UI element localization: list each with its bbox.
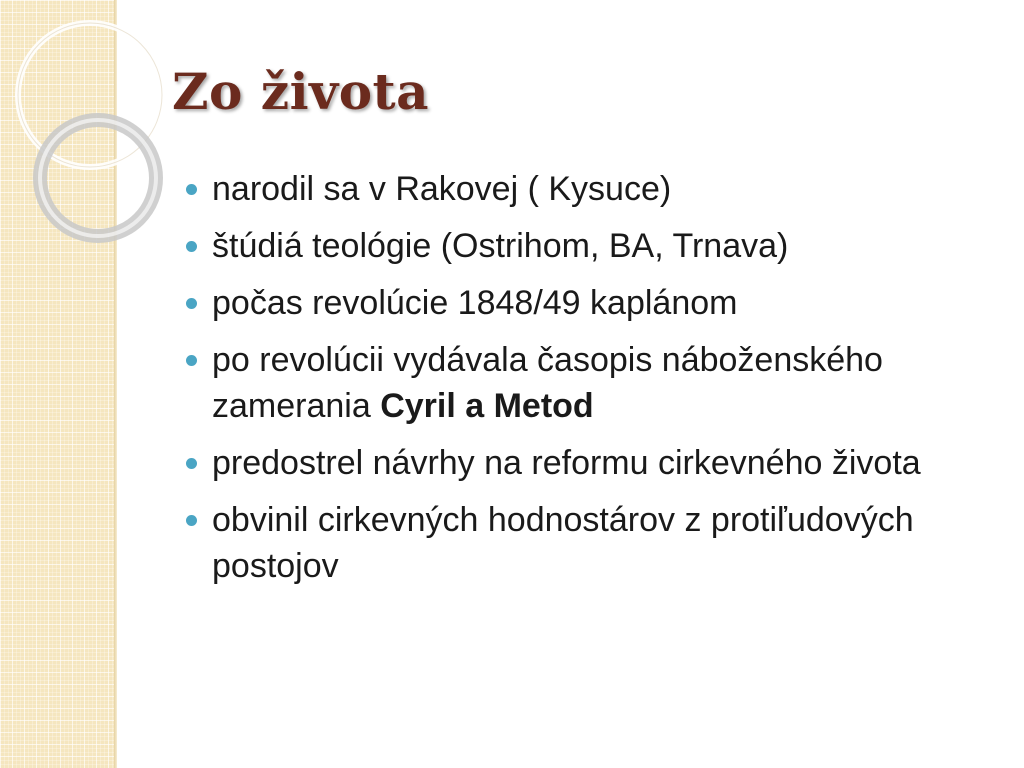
list-item (186, 166, 986, 212)
bullet-dot-icon (186, 458, 197, 469)
list-item (186, 497, 986, 589)
side-panel-divider (114, 0, 117, 768)
bullet-text: po revolúcii vydávala časopis náboženského zamerania (212, 341, 883, 425)
magazine-name: Cyril a Metod (380, 387, 594, 425)
list-item (186, 440, 986, 486)
list-item (186, 223, 986, 269)
bullet-text: štúdiá teológie (Ostrihom, BA, Trnava) (212, 227, 789, 265)
bullet-dot-icon (186, 241, 197, 252)
bullet-dot-icon (186, 184, 197, 195)
slide-title: Zo života (172, 62, 430, 121)
bullet-text: predostrel návrhy na reformu cirkevného života (212, 444, 921, 482)
list-item (186, 337, 986, 429)
bullet-text: obvinil cirkevných hodnostárov z protiľudových postojov (212, 501, 914, 585)
list-item (186, 280, 986, 326)
decorative-side-panel (0, 0, 114, 768)
bullet-list (186, 166, 986, 600)
bullet-dot-icon (186, 515, 197, 526)
bullet-dot-icon (186, 355, 197, 366)
bullet-text: narodil sa v Rakovej ( Kysuce) (212, 170, 672, 208)
bullet-dot-icon (186, 298, 197, 309)
bullet-text: počas revolúcie 1848/49 kaplánom (212, 284, 738, 322)
